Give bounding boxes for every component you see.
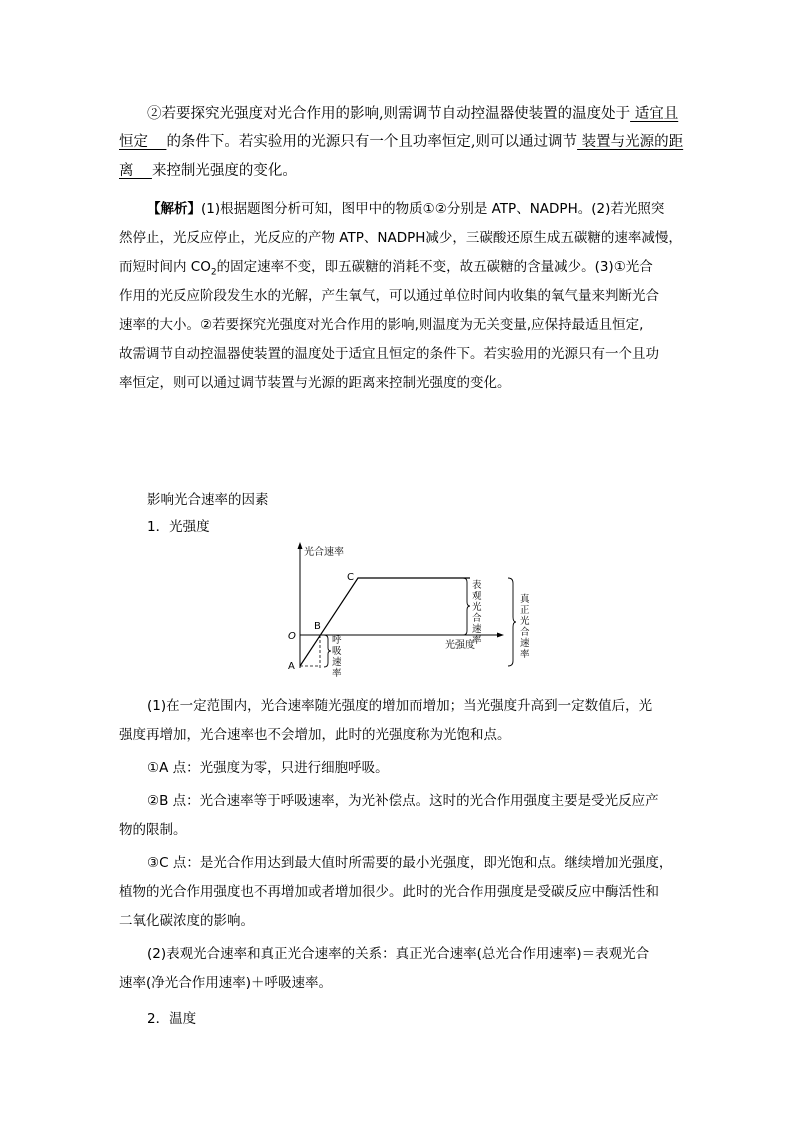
point-a-desc: ①A 点：光强度为零，只进行细胞呼吸。 [147, 760, 389, 776]
apparent-rate-brace [463, 578, 470, 635]
point-c-label: C [347, 572, 354, 583]
question-text: 来控制光强度的变化。 [151, 163, 297, 179]
svg-text:速: 速 [472, 624, 482, 635]
analysis-line-7: 率恒定，则可以通过调节装置与光源的距离来控制光强度的变化。 [119, 375, 511, 391]
origin-label: O [288, 631, 296, 642]
analysis-line-6: 故需调节自动控温器使装置的温度处于适宜且恒定的条件下。若实验用的光源只有一个且功 [119, 346, 659, 362]
point-c-desc-line-3: 二氧化碳浓度的影响。 [119, 913, 254, 929]
point-c-desc-line-1: ③C 点：是光合作用达到最大值时所需要的最小光强度，即光饱和点。继续增加光强度， [147, 855, 673, 871]
light-intensity-figure [270, 540, 540, 688]
svg-text:表: 表 [472, 580, 482, 591]
body-p1-line-2: 强度再增加，光合速率也不会增加，此时的光强度称为光饱和点。 [119, 727, 511, 743]
analysis-label: 【解析】 [147, 201, 201, 217]
x-axis-label: 光强度 [445, 640, 475, 651]
answer-blank-1: 适宜且 [630, 106, 679, 122]
rate-curve [300, 578, 470, 666]
point-b-desc-line-2: 物的限制。 [119, 822, 187, 838]
answer-blank-2-cont: 离 [119, 163, 134, 179]
svg-text:速: 速 [520, 638, 530, 649]
point-b-desc-line-1: ②B 点：光合速率等于呼吸速率，为光补偿点。这时的光合作用强度主要是受光反应产 [147, 793, 659, 809]
x-axis-arrow [497, 633, 504, 638]
svg-text:率: 率 [520, 649, 530, 660]
true-rate-brace [508, 578, 516, 666]
question-line-2 [119, 131, 683, 153]
question-text: 的条件下。若实验用的光源只有一个且功率恒定,则可以通过调节 [166, 134, 578, 150]
analysis-line-5: 速率的大小。②若要探究光强度对光合作用的影响,则温度为无关变量,应保持最适且恒定, [119, 317, 644, 333]
respiration-label [332, 634, 342, 679]
svg-text:合: 合 [472, 613, 482, 624]
y-axis-arrow [298, 542, 303, 549]
question-line-3 [119, 160, 297, 182]
subsection-temperature: 2．温度 [147, 1011, 197, 1027]
answer-blank-2: 装置与光源的距 [577, 134, 684, 150]
svg-text:真: 真 [520, 594, 530, 605]
subsection-light-intensity: 1．光强度 [147, 519, 210, 535]
svg-text:观: 观 [472, 591, 482, 602]
question-line-1 [147, 103, 678, 125]
svg-text:呼: 呼 [332, 635, 342, 646]
true-rate-label [520, 593, 530, 660]
analysis-line-1: 【解析】(1)根据题图分析可知，图甲中的物质①②分别是 ATP、NADPH。(2)若光照突 [147, 201, 665, 217]
svg-text:速: 速 [332, 657, 342, 668]
body-p2-line-1: (2)表观光合速率和真正光合速率的关系：真正光合速率(总光合作用速率)＝表观光合 [147, 946, 650, 962]
svg-text:光: 光 [472, 602, 482, 613]
analysis-line-2: 然停止，光反应停止，光反应的产物 ATP、NADPH减少，三碳酸还原生成五碳糖的速率减慢， [119, 230, 682, 246]
svg-text:率: 率 [472, 635, 482, 646]
svg-text:光: 光 [520, 616, 530, 627]
section-title: 影响光合速率的因素 [147, 492, 269, 508]
apparent-rate-label [472, 579, 482, 646]
svg-text:合: 合 [520, 627, 530, 638]
answer-blank-1-cont: 恒定 [119, 134, 148, 150]
point-c-desc-line-2: 植物的光合作用强度也不再增加或者增加很少。此时的光合作用强度是受碳反应中酶活性和 [119, 884, 659, 900]
respiration-brace [324, 635, 331, 667]
svg-text:率: 率 [332, 668, 342, 679]
y-axis-label: 光合速率 [304, 547, 344, 558]
point-a-label: A [288, 661, 295, 672]
svg-text:正: 正 [520, 605, 530, 616]
svg-text:吸: 吸 [332, 646, 342, 657]
point-b-label: B [314, 621, 321, 632]
question-text: ②若要探究光强度对光合作用的影响,则需调节自动控温器使装置的温度处于 [147, 106, 631, 122]
body-p2-line-2: 速率(净光合作用速率)＋呼吸速率。 [119, 975, 333, 991]
analysis-line-4: 作用的光反应阶段发生水的光解，产生氧气，可以通过单位时间内收集的氧气量来判断光合 [119, 288, 659, 304]
body-p1-line-1: (1)在一定范围内，光合速率随光强度的增加而增加；当光强度升高到一定数值后，光 [147, 698, 653, 714]
analysis-line-3: 而短时间内 $CO_2$的固定速率不变，即五碳糖的消耗不变，故五碳糖的含量减少。(3)①光合 [119, 259, 653, 278]
